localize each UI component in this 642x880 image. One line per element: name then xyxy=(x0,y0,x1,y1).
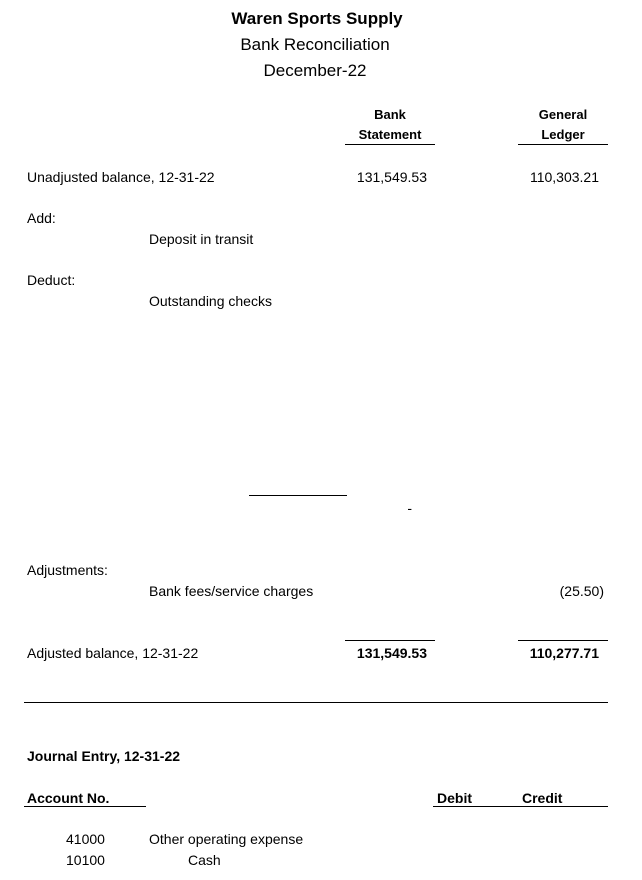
account-no-underline xyxy=(24,806,146,807)
debit-credit-underline xyxy=(433,806,608,807)
adjusted-ledger-value: 110,277.71 xyxy=(529,645,599,661)
journal-row-1-account: 41000 xyxy=(66,831,105,847)
journal-row-1-description: Other operating expense xyxy=(149,831,304,847)
bank-column-header-line2: Statement xyxy=(358,127,422,142)
bank-header-underline xyxy=(345,144,435,145)
ledger-total-line xyxy=(518,640,608,641)
adjustments-label: Adjustments: xyxy=(27,562,108,578)
report-title: Bank Reconciliation xyxy=(240,35,390,54)
bank-total-line xyxy=(345,640,435,641)
bank-column-header-line1: Bank xyxy=(374,107,406,122)
bank-fees-label: Bank fees/service charges xyxy=(149,583,314,599)
credit-header: Credit xyxy=(522,790,563,806)
ledger-header-underline xyxy=(518,144,608,145)
adjusted-balance-label: Adjusted balance, 12-31-22 xyxy=(27,645,199,661)
deduct-label: Deduct: xyxy=(27,272,76,288)
report-period: December-22 xyxy=(263,61,367,80)
outstanding-checks-subtotal-line xyxy=(249,495,347,496)
ledger-column-header-line2: Ledger xyxy=(541,127,585,142)
unadjusted-bank-value: 131,549.53 xyxy=(356,169,427,185)
ledger-column-header-line1: General xyxy=(538,107,588,122)
adjusted-bank-value: 131,549.53 xyxy=(356,645,427,661)
bank-fees-ledger-value: (25.50) xyxy=(559,583,604,599)
unadjusted-ledger-value: 110,303.21 xyxy=(529,169,599,185)
add-label: Add: xyxy=(27,210,56,226)
journal-entry-title: Journal Entry, 12-31-22 xyxy=(27,748,181,764)
section-divider xyxy=(24,702,608,703)
deposit-in-transit-label: Deposit in transit xyxy=(149,231,254,247)
company-name: Waren Sports Supply xyxy=(231,9,403,28)
journal-row-2-description: Cash xyxy=(188,852,221,868)
outstanding-checks-label: Outstanding checks xyxy=(149,293,272,309)
debit-header: Debit xyxy=(437,790,472,806)
account-no-header: Account No. xyxy=(27,790,110,806)
outstanding-checks-bank-total: - xyxy=(407,500,412,516)
journal-row-2-account: 10100 xyxy=(66,852,105,868)
unadjusted-balance-label: Unadjusted balance, 12-31-22 xyxy=(27,169,215,185)
